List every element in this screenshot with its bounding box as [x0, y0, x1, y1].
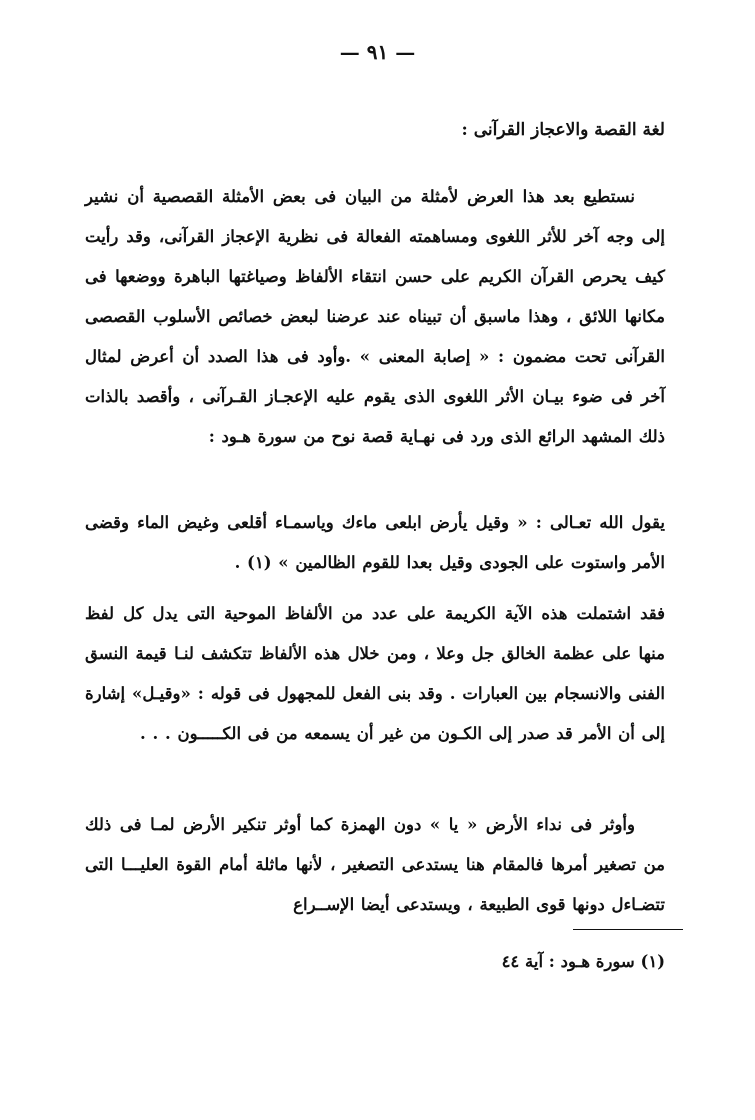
footnote-divider — [573, 929, 683, 930]
paragraph-quran-verse: يقول الله تعـالى : « وقيل يأرض ابلعى ماءك وياسمـاء أقلعى وغيض الماء وقضى الأمر واستوت على الجودى وقيل بعدا للقوم الظالمين » (١) . — [85, 512, 665, 572]
page-number: — ٩١ — — [339, 40, 416, 64]
paragraph-intro: نستطيع بعد هذا العرض لأمثلة من البيان فى بعض الأمثلة القصصية أن نشير إلى وجه آخر للأثر اللغوى ومساهمته الفعالة فى نظرية الإعجاز القرآنى، وقد رأيت كيف يحرص القرآن الكريم على حسن انتقاء الألفاظ وصياغتها الباهرة ووضعها فى مكانها اللائق ، وهذا ماسبق أن تبيناه عند عرضنا لبعض خصائص الأسلوب القصصى القرآنى تحت مضمون : « إصابة المعنى » .وأود فى هذا الصدد أن أعرض لمثال آخر فى ضوء بيـان الأثر اللغوى الذى يقوم عليه الإعجـاز القـرآنى ، وأقصد بالذات ذلك المشهد الرائع الذى ورد فى نهـاية قصة نوح من سورة هـود : — [85, 186, 665, 446]
paragraph-nida: وأوثر فى نداء الأرض « يا » دون الهمزة كما أوثر تنكير الأرض لمـا فى ذلك من تصغير أمرها فالمقام هنا يستدعى التصغير ، لأنها ماثلة أمام القوة العليـــا التى تتضـاءل دونها قوى الطبيعة ، ويستدعى أيضا الإســراع — [85, 814, 665, 914]
footnote: (١) سورة هـود : آية ٤٤ — [501, 952, 665, 971]
section-heading: لغة القصة والاعجاز القرآنى : — [461, 120, 665, 140]
paragraph-analysis: فقد اشتملت هذه الآية الكريمة على عدد من الألفاظ الموحية التى يدل كل لفظ منها على عظمة الخالق جل وعلا ، ومن خلال هذه الألفاظ تتكشف لنـا قيمة النسق الفنى والانسجام بين العبارات . وقد بنى الفعل للمجهول فى قوله : «وقيـل» إشارة إلى أن الأمر قد صدر إلى الكـون من غير أن يسمعه من فى الكـــــون . . . — [85, 603, 665, 743]
